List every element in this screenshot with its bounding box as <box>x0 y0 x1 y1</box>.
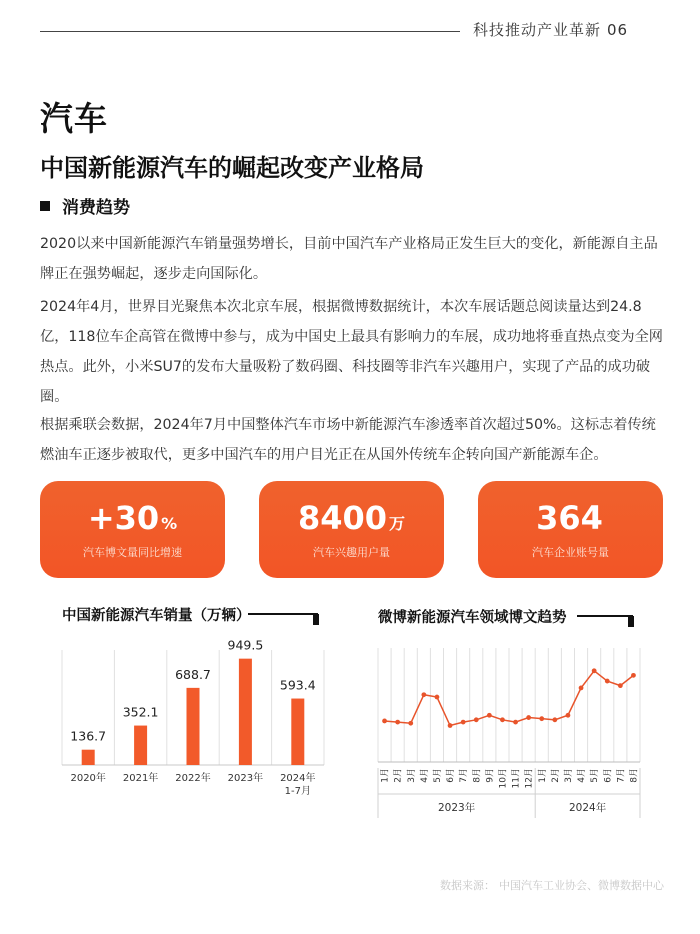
header-title-text: 科技推动产业革新 <box>473 21 602 39</box>
section-title: 汽车 <box>40 99 108 138</box>
bar-value-label: 136.7 <box>70 728 107 744</box>
stat-card-post-growth <box>40 481 225 578</box>
bar <box>82 750 95 765</box>
line-point <box>487 713 492 718</box>
stat-number: 364 <box>536 499 603 537</box>
line-point <box>421 692 426 697</box>
line-month-label: 8月 <box>629 768 640 783</box>
line-month-label: 4月 <box>577 768 588 783</box>
stat-unit: 万 <box>389 514 406 533</box>
bar-category-label: 2020年 <box>70 773 106 784</box>
stat-number: +30 <box>87 499 160 537</box>
square-bullet-icon <box>40 201 50 211</box>
line-month-label: 3月 <box>406 768 417 783</box>
bar-category-label: 2024年 <box>280 773 316 784</box>
bar-category-label: 2023年 <box>227 773 264 784</box>
line-point <box>526 715 531 720</box>
line-month-label: 3月 <box>563 768 574 783</box>
line-point <box>579 686 584 691</box>
stat-card-interest-users <box>259 481 444 578</box>
header-title <box>473 19 628 40</box>
stat-label: 汽车企业账号量 <box>532 546 609 559</box>
line-month-label: 7月 <box>459 768 470 783</box>
paragraph-1: 2020以来中国新能源汽车销量强势增长，目前中国汽车产业格局正发生巨大的变化，新能源自主品牌正在强势崛起，逐步走向国际化。 <box>40 236 658 282</box>
bar-value-label: 688.7 <box>175 666 211 682</box>
page-number: 06 <box>607 21 629 39</box>
line-month-label: 2月 <box>550 768 561 783</box>
stat-value <box>259 499 444 537</box>
line-month-label: 5月 <box>432 768 443 783</box>
line-point <box>408 721 413 726</box>
section-subtitle: 中国新能源汽车的崛起改变产业格局 <box>40 154 424 182</box>
paragraph-3: 根据乘联会数据，2024年7月中国整体汽车市场中新能源汽车渗透率首次超过50%。这标志着传统燃油车正逐步被取代，更多中国汽车的用户目光正在从国外传统车企转向国产新能源车企。 <box>40 417 656 463</box>
stat-value <box>478 499 663 537</box>
line-point <box>566 713 571 718</box>
line-month-label: 6月 <box>603 768 614 783</box>
line-month-label: 9月 <box>485 768 496 783</box>
line-group-label: 2023年 <box>437 802 476 814</box>
paragraph-2: 2024年4月，世界目光聚焦本次北京车展，根据微博数据统计，本次车展话题总阅读量达到24.8亿，118位车企高管在微博中参与，成为中国史上最具有影响力的车展，成功地将垂直热点变为全网热点。此外，小米SU7的发布大量吸粉了数码圈、科技圈等非汽车兴趣用户，实现了产品的成功破圈。 <box>40 299 663 405</box>
line-point <box>605 679 610 684</box>
line-point <box>395 720 400 725</box>
line-month-label: 6月 <box>446 768 457 783</box>
bar <box>239 659 252 765</box>
line-point <box>539 716 544 721</box>
line-point <box>592 668 597 673</box>
line-month-label: 4月 <box>419 768 430 783</box>
line-point <box>448 723 453 728</box>
line-month-label: 5月 <box>590 768 601 783</box>
line-month-label: 11月 <box>511 768 522 789</box>
data-source <box>440 877 664 893</box>
bar <box>187 688 200 765</box>
line-point <box>461 720 466 725</box>
stat-label: 汽车博文量同比增速 <box>83 546 182 559</box>
line-point <box>435 695 440 700</box>
bar <box>291 699 304 765</box>
line-point <box>618 683 623 688</box>
bar-category-label: 2022年 <box>175 773 211 784</box>
line-month-label: 10月 <box>498 768 509 789</box>
line-point <box>513 720 518 725</box>
bar-category-label: 2021年 <box>122 773 159 784</box>
subsection-heading <box>40 193 130 218</box>
data-source-label: 数据来源： <box>440 879 495 892</box>
line-chart <box>365 600 655 825</box>
bar-chart-title: 中国新能源汽车销量（万辆） <box>62 608 251 624</box>
line-point <box>474 717 479 722</box>
line-month-label: 1月 <box>380 768 391 783</box>
subsection-heading-text: 消费趋势 <box>62 198 130 218</box>
bar-value-label: 593.4 <box>279 677 316 693</box>
bar-chart <box>50 600 340 810</box>
stat-card-enterprise-accounts <box>478 481 663 578</box>
stat-unit: % <box>161 514 178 533</box>
line-month-label: 1月 <box>537 768 548 783</box>
line-point <box>631 673 636 678</box>
bar-category-label: 1-7月 <box>284 786 311 797</box>
line-point <box>500 717 505 722</box>
bar <box>134 726 147 765</box>
stat-value <box>40 499 225 537</box>
bar-value-label: 352.1 <box>122 704 159 720</box>
data-source-text: 中国汽车工业协会、微博数据中心 <box>499 879 664 892</box>
stat-label: 汽车兴趣用户量 <box>313 546 390 559</box>
stat-number: 8400 <box>297 499 388 537</box>
line-month-label: 8月 <box>472 768 483 783</box>
line-month-label: 2月 <box>393 768 404 783</box>
line-month-label: 7月 <box>616 768 627 783</box>
header-rule <box>40 31 460 32</box>
line-point <box>552 717 557 722</box>
line-chart-title: 微博新能源汽车领域博文趋势 <box>378 610 567 626</box>
line-group-label: 2024年 <box>568 802 607 814</box>
bar-value-label: 949.5 <box>227 637 264 653</box>
line-month-label: 12月 <box>524 768 535 789</box>
line-point <box>382 719 387 724</box>
